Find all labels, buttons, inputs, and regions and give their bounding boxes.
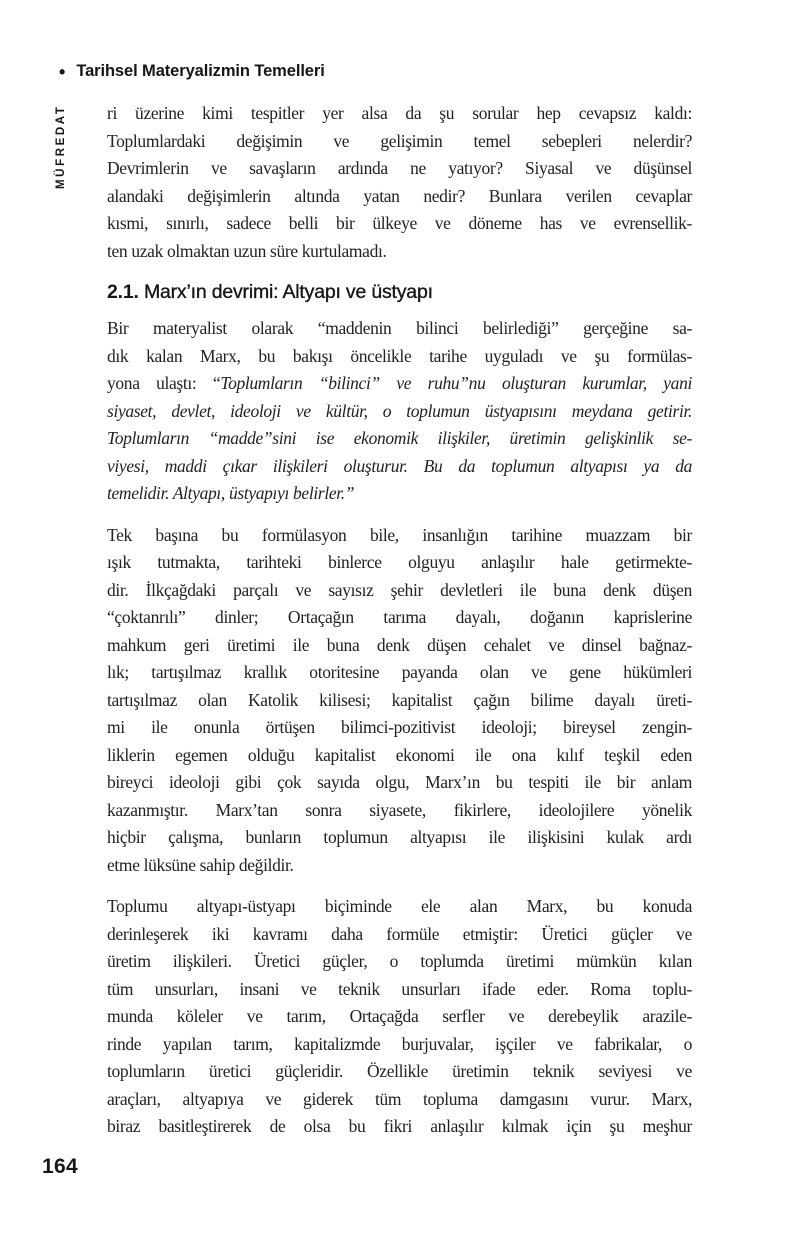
text-line: [107, 714, 692, 742]
paragraph: [107, 100, 692, 265]
text-line: [107, 1086, 692, 1114]
body-text: hiçbir çalışma, bunların toplumun altyapısı ile ilişkisini kulak ardı: [107, 827, 692, 847]
text-line: [107, 604, 692, 632]
text-line: [107, 659, 692, 687]
quoted-italic-text: Toplumların “bilinci” ve ruhu”nu oluşturan kurumlar, yani: [220, 373, 692, 393]
body-text: mahkum geri üretimi ile buna denk düşen cehalet ve dinsel bağnaz-: [107, 634, 692, 655]
text-line: [107, 183, 692, 211]
quoted-italic-text: Toplumların “madde”sini ise ekonomik ilişkiler, üretimin gelişkinlik se-: [107, 428, 692, 448]
body-text: dir. İlkçağdaki parçalı ve sayısız şehir devletleri ile buna denk düşen: [107, 579, 692, 600]
body-text: Bir materyalist olarak “maddenin bilinci belirlediği” gerçeğine sa-: [107, 318, 692, 338]
body-text: biraz basitleştirerek de olsa bu fikri anlaşılır kılmak için şu meşhur: [107, 1116, 692, 1136]
paragraph: [107, 315, 692, 508]
body-text: Toplumu altyapı-üstyapı biçiminde ele alan Marx, bu konuda: [107, 896, 692, 916]
text-line: [107, 425, 692, 453]
body-text: munda köleler ve tarım, Ortaçağda serfler ve derebeylik arazile-: [107, 1006, 692, 1026]
text-line: [107, 921, 692, 949]
sidebar-vertical-label: MÜFREDAT: [55, 104, 67, 189]
body-text: liklerin egemen olduğu kapitalist ekonomi ile ona kılıf teşkil eden: [107, 744, 692, 765]
body-text: araçları, altyapıya ve giderek tüm topluma damgasını vurur. Marx,: [107, 1088, 692, 1109]
body-text: “çoktanrılı” dinler; Ortaçağın tarıma dayalı, doğanın kaprislerine: [107, 607, 692, 627]
body-text: yona ulaştı: “: [107, 373, 221, 393]
section-title: Marx’ın devrimi: Altyapı ve üstyapı: [138, 281, 433, 303]
body-text: mi ile onunla örtüşen bilimci-pozitivist ideoloji; bireysel zengin-: [107, 717, 692, 737]
text-line: [107, 824, 692, 852]
body-text: Tek başına bu formülasyon bile, insanlığın tarihine muazzam bir: [107, 524, 692, 545]
text-line: [107, 948, 692, 976]
body-text: kısmi, sınırlı, sadece belli bir ülkeye ve döneme has ve evrensellik-: [107, 213, 692, 233]
text-line: [107, 315, 692, 343]
text-line: [107, 370, 692, 398]
body-text: ri üzerine kimi tespitler yer alsa da şu sorular hep cevapsız kaldı:: [107, 103, 692, 123]
text-line: [107, 976, 692, 1004]
body-text: tüm unsurları, insani ve teknik unsurları ifade eder. Roma toplu-: [107, 978, 692, 999]
body-text: Toplumlardaki değişimin ve gelişimin temel sebepleri nelerdir?: [107, 130, 692, 151]
paragraph: [107, 522, 692, 880]
text-line: [107, 549, 692, 577]
page-number: 164: [42, 1155, 78, 1178]
body-text: Devrimlerin ve savaşların ardında ne yatıyor? Siyasal ve düşünsel: [107, 158, 692, 178]
body-text: ten uzak olmaktan uzun süre kurtulamadı.: [107, 240, 387, 261]
text-line: [107, 522, 692, 550]
quoted-italic-text: temelidir. Altyapı, üstyapıyı belirler.”: [107, 483, 355, 503]
text-line: [107, 238, 692, 266]
text-line: [107, 687, 692, 715]
text-line: [107, 742, 692, 770]
bullet-icon: •: [59, 61, 66, 82]
text-line: [107, 893, 692, 921]
text-line: [107, 632, 692, 660]
body-text: alandaki değişimlerin altında yatan nedir? Bunlara verilen cevaplar: [107, 185, 692, 206]
body-text: etme lüksüne sahip değildir.: [107, 854, 294, 875]
text-line: [107, 852, 692, 880]
body-text: derinleşerek iki kavramı daha formüle etmiştir: Üretici güçler ve: [107, 923, 692, 944]
text-line: [107, 100, 692, 128]
text-line: [107, 1003, 692, 1031]
page-body: [107, 100, 692, 1155]
body-text: lık; tartışılmaz krallık otoritesine payanda olan ve gene hükümleri: [107, 662, 692, 682]
text-line: [107, 453, 692, 481]
text-line: [107, 797, 692, 825]
running-head: [59, 62, 325, 81]
body-text: ışık tutmakta, tarihteki binlerce olguyu anlaşılır hale getirmekte-: [107, 552, 692, 572]
body-text: dık kalan Marx, bu bakışı öncelikle tarihe uyguladı ve şu formülas-: [107, 345, 692, 366]
section-number: 2.1.: [107, 281, 139, 303]
running-head-title: Tarihsel Materyalizmin Temelleri: [76, 62, 325, 80]
text-line: [107, 577, 692, 605]
text-line: [107, 769, 692, 797]
text-line: [107, 1031, 692, 1059]
body-text: kazanmıştır. Marx’tan sonra siyasete, fikirlere, ideolojilere yönelik: [107, 799, 692, 820]
text-line: [107, 1113, 692, 1141]
body-text: bireyci ideoloji gibi çok sayıda olgu, Marx’ın bu tespiti ile bir anlam: [107, 772, 692, 792]
section-heading: [107, 279, 692, 305]
text-line: [107, 398, 692, 426]
body-text: rinde yapılan tarım, kapitalizmde burjuvalar, işçiler ve fabrikalar, o: [107, 1033, 692, 1054]
quoted-italic-text: viyesi, maddi çıkar ilişkileri oluşturur. Bu da toplumun altyapısı ya da: [107, 455, 692, 476]
text-line: [107, 1058, 692, 1086]
text-line: [107, 210, 692, 238]
quoted-italic-text: siyaset, devlet, ideoloji ve kültür, o toplumun üstyapısını meydana getirir.: [107, 400, 692, 421]
text-line: [107, 343, 692, 371]
body-text: toplumların üretici güçleridir. Özellikle üretimin teknik seviyesi ve: [107, 1061, 692, 1081]
text-line: [107, 155, 692, 183]
body-text: tartışılmaz olan Katolik kilisesi; kapitalist çağın bilime dayalı üreti-: [107, 689, 692, 710]
text-line: [107, 128, 692, 156]
body-text: üretim ilişkileri. Üretici güçler, o toplumda üretimi mümkün kılan: [107, 951, 692, 971]
text-line: [107, 480, 692, 508]
paragraph: [107, 893, 692, 1141]
